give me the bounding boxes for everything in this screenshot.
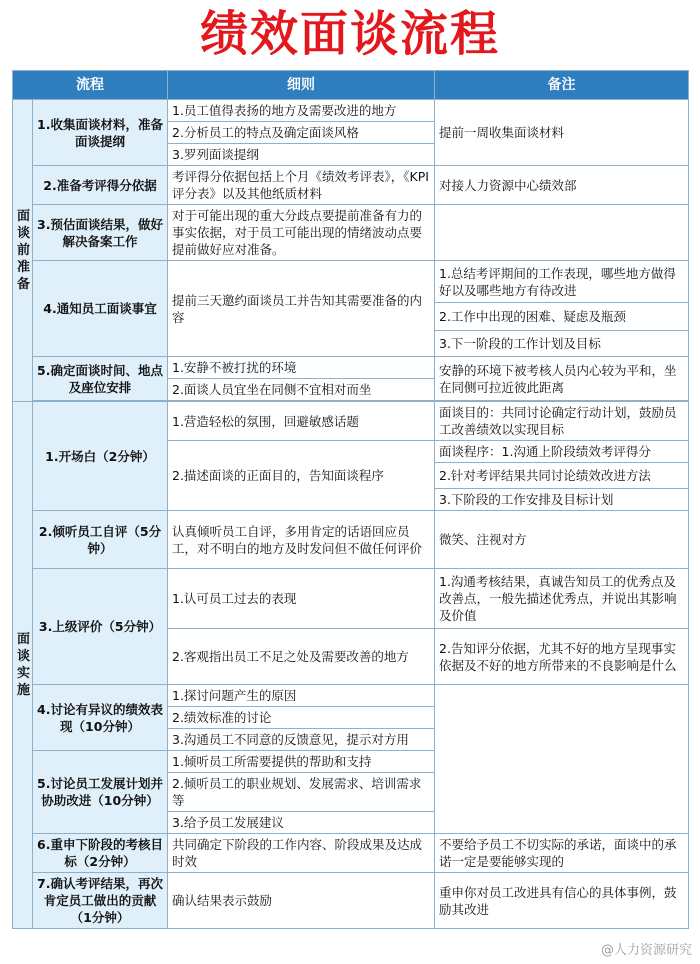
step-cell: 1.收集面谈材料，准备面谈提纲 xyxy=(33,100,168,166)
detail-cell: 2.绩效标准的讨论 xyxy=(168,707,435,729)
detail-cell: 2.面谈人员宜坐在同侧不宜相对而坐 xyxy=(168,379,435,401)
column-header-detail: 细则 xyxy=(168,71,435,100)
detail-cell: 1.探讨问题产生的原因 xyxy=(168,685,435,707)
note-cell: 不要给予员工不切实际的承诺，面谈中的承诺一定是要能够实现的 xyxy=(435,834,689,873)
process-table xyxy=(12,70,689,929)
detail-cell: 3.沟通员工不同意的反馈意见，提示对方用 xyxy=(168,729,435,751)
step-cell: 6.重申下阶段的考核目标（2分钟） xyxy=(33,834,168,873)
detail-cell: 1.安静不被打扰的环境 xyxy=(168,357,435,379)
detail-cell: 考评得分依据包括上个月《绩效考评表》，《KPI评分表》以及其他纸质材料 xyxy=(168,166,435,205)
note-cell: 提前一周收集面谈材料 xyxy=(435,100,689,166)
step-cell: 4.通知员工面谈事宜 xyxy=(33,261,168,357)
page-title: 绩效面谈流程 xyxy=(199,6,500,62)
note-cell: 面谈程序：1.沟通上阶段绩效考评得分 xyxy=(435,441,689,463)
table-row xyxy=(13,261,689,303)
detail-cell: 1.倾听员工所需要提供的帮助和支持 xyxy=(168,751,435,773)
table-row xyxy=(13,205,689,261)
table-row xyxy=(13,834,689,873)
note-cell: 3.下阶段的工作安排及目标计划 xyxy=(435,489,689,511)
detail-cell: 对于可能出现的重大分歧点要提前准备有力的事实依据，对于员工可能出现的情绪波动点要提前做好应对准备。 xyxy=(168,205,435,261)
detail-cell: 2.倾听员工的职业规划、发展需求、培训需求等 xyxy=(168,773,435,812)
step-cell: 4.讨论有异议的绩效表现（10分钟） xyxy=(33,685,168,751)
note-cell: 面谈目的：共同讨论确定行动计划，鼓励员工改善绩效以实现目标 xyxy=(435,402,689,441)
table-row xyxy=(13,569,689,629)
step-cell: 2.倾听员工自评（5分钟） xyxy=(33,511,168,569)
column-header-process: 流程 xyxy=(13,71,168,100)
detail-cell: 共同确定下阶段的工作内容、阶段成果及达成时效 xyxy=(168,834,435,873)
detail-cell: 3.给予员工发展建议 xyxy=(168,812,435,834)
note-cell: 重申你对员工改进具有信心的具体事例，鼓励其改进 xyxy=(435,873,689,929)
detail-cell: 1.员工值得表扬的地方及需要改进的地方 xyxy=(168,100,435,122)
table-row xyxy=(13,166,689,205)
detail-cell: 确认结果表示鼓励 xyxy=(168,873,435,929)
section-label-implement: 面谈实施 xyxy=(13,402,33,929)
note-cell: 2.告知评分依据，尤其不好的地方呈现事实依据及不好的地方所带来的不良影响是什么 xyxy=(435,629,689,685)
note-cell: 3.下一阶段的工作计划及目标 xyxy=(435,331,689,357)
table-row xyxy=(13,685,689,707)
step-cell: 2.准备考评得分依据 xyxy=(33,166,168,205)
detail-cell: 1.认可员工过去的表现 xyxy=(168,569,435,629)
step-cell: 7.确认考评结果，再次肯定员工做出的贡献（1分钟） xyxy=(33,873,168,929)
note-cell: 1.沟通考核结果，真诚告知员工的优秀点及改善点，一般先描述优秀点，并说出其影响及价值 xyxy=(435,569,689,629)
watermark: @人力资源研究 xyxy=(600,943,692,958)
step-cell: 1.开场白（2分钟） xyxy=(33,402,168,511)
detail-cell: 2.分析员工的特点及确定面谈风格 xyxy=(168,122,435,144)
table-row xyxy=(13,511,689,569)
step-cell: 3.预估面谈结果，做好解决备案工作 xyxy=(33,205,168,261)
detail-cell: 认真倾听员工自评，多用肯定的话语回应员工，对不明白的地方及时发问但不做任何评价 xyxy=(168,511,435,569)
detail-cell: 1.营造轻松的氛围，回避敏感话题 xyxy=(168,402,435,441)
detail-cell: 2.客观指出员工不足之处及需要改善的地方 xyxy=(168,629,435,685)
note-cell: 对接人力资源中心绩效部 xyxy=(435,166,689,205)
table-row xyxy=(13,402,689,441)
detail-cell: 2.描述面谈的正面目的，告知面谈程序 xyxy=(168,441,435,511)
table-row xyxy=(13,357,689,379)
note-cell: 微笑、注视对方 xyxy=(435,511,689,569)
note-cell: 2.针对考评结果共同讨论绩效改进方法 xyxy=(435,463,689,489)
step-cell: 5.确定面谈时间、地点及座位安排 xyxy=(33,357,168,401)
note-cell xyxy=(435,685,689,834)
note-cell: 2.工作中出现的困难、疑虑及瓶颈 xyxy=(435,303,689,331)
step-cell: 3.上级评价（5分钟） xyxy=(33,569,168,685)
step-cell: 5.讨论员工发展计划并协助改进（10分钟） xyxy=(33,751,168,834)
detail-cell: 3.罗列面谈提纲 xyxy=(168,144,435,166)
table-row xyxy=(13,873,689,929)
column-header-note: 备注 xyxy=(435,71,689,100)
note-cell: 安静的环境下被考核人员内心较为平和，坐在同侧可拉近彼此距离 xyxy=(435,357,689,401)
header-row xyxy=(13,71,689,100)
table-row xyxy=(13,100,689,122)
note-cell: 1.总结考评期间的工作表现，哪些地方做得好以及哪些地方有待改进 xyxy=(435,261,689,303)
note-cell xyxy=(435,205,689,261)
detail-cell: 提前三天邀约面谈员工并告知其需要准备的内容 xyxy=(168,261,435,357)
section-label-prepare: 面谈前准备 xyxy=(13,100,33,402)
